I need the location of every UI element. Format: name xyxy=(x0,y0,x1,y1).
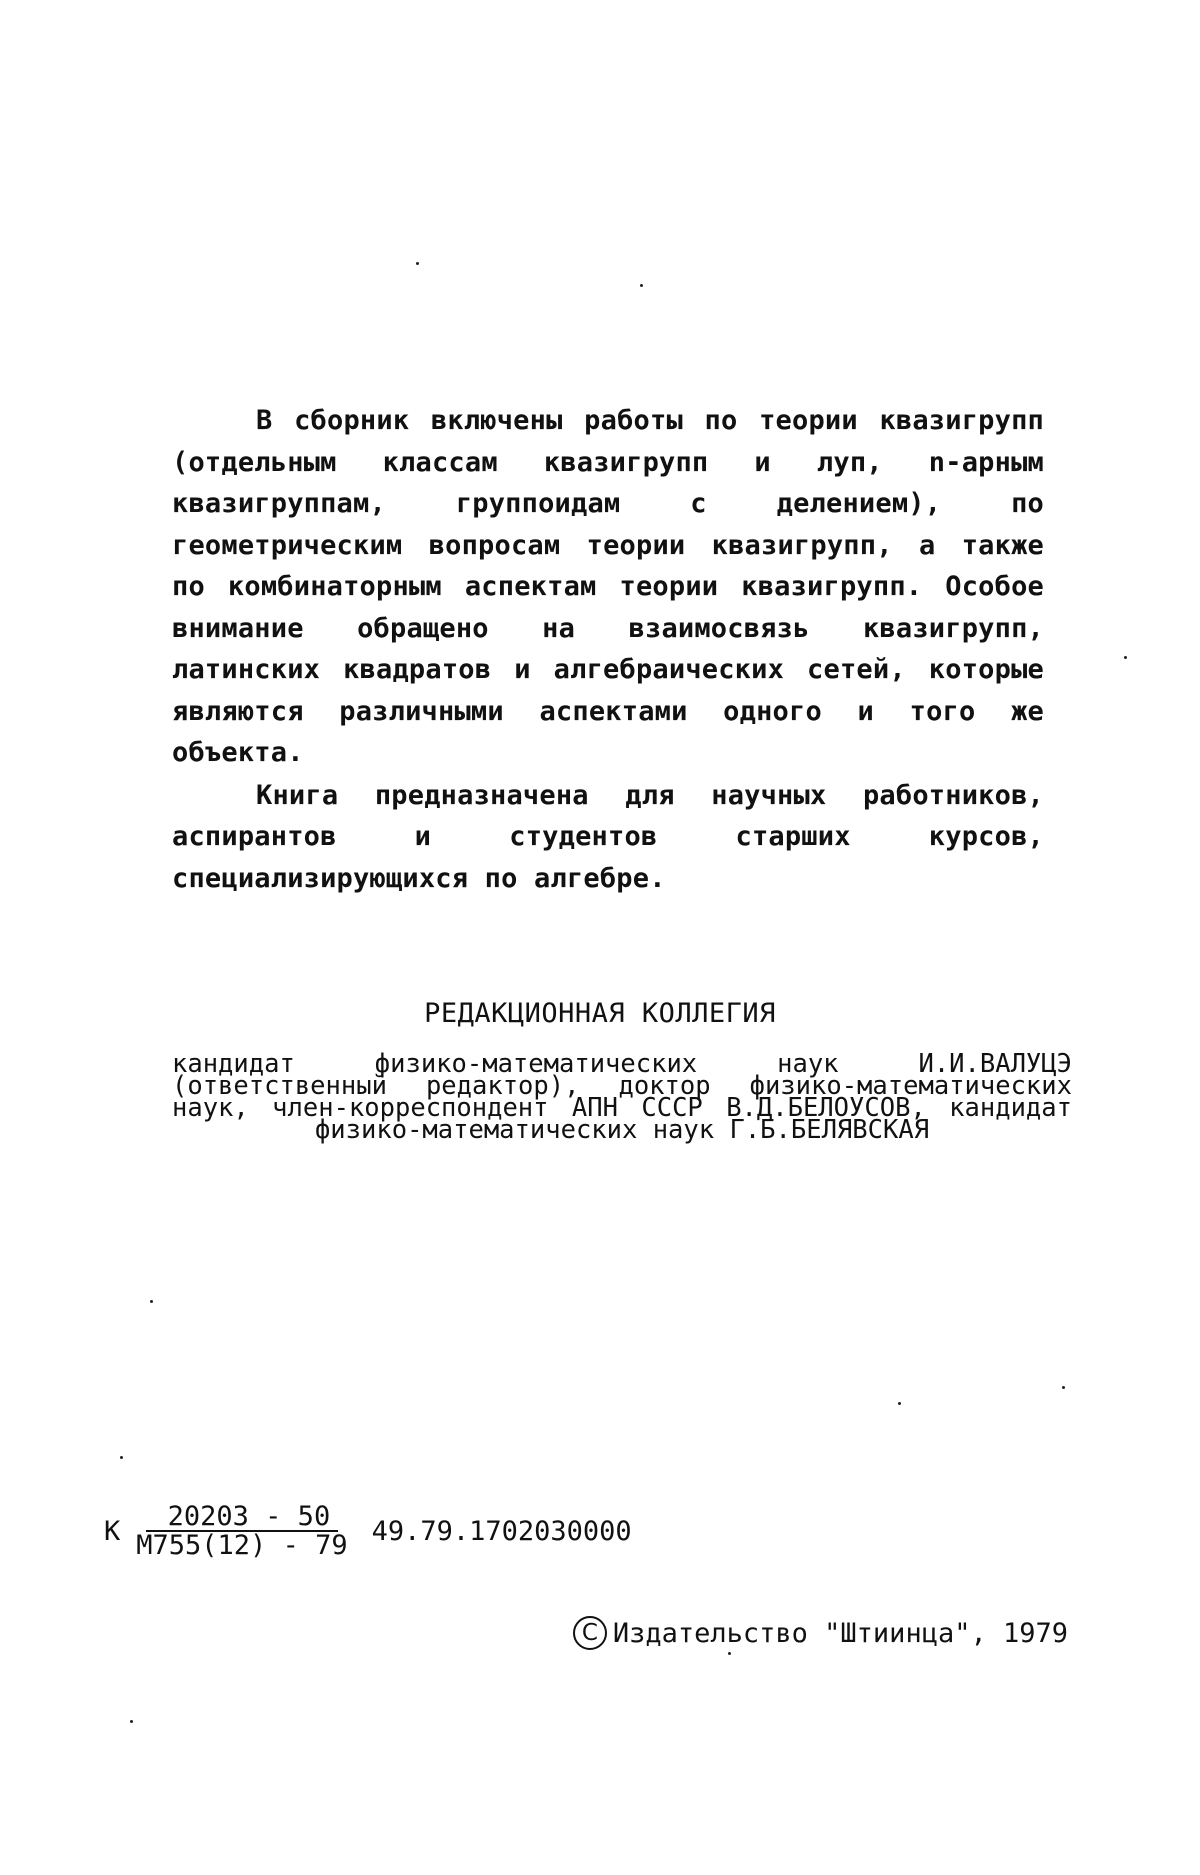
abstract-paragraph: Книга предназначена для научных работников, аспирантов и студентов старших курсов, специализирующихся по алгебре. xyxy=(172,779,1044,894)
scan-speck xyxy=(120,1456,123,1459)
scan-speck xyxy=(898,1402,901,1405)
scan-speck xyxy=(1062,1386,1065,1389)
editorial-board-title: РЕДАКЦИОННАЯ КОЛЛЕГИЯ xyxy=(424,998,776,1029)
scan-speck xyxy=(640,284,643,287)
copyright-icon: С xyxy=(573,1616,607,1650)
copyright-notice xyxy=(573,1616,1068,1650)
catalog-code xyxy=(104,1496,632,1566)
catalog-code-prefix: К xyxy=(104,1515,121,1547)
catalog-code-fraction xyxy=(134,1503,349,1559)
abstract-paragraph: В сборник включены работы по теории квазигрупп (отдельным классам квазигрупп и луп, n-арным квазигруппам, группоидам с делением), по геометрическим вопросам теории квазигрупп, а также по комбинаторным аспектам теории квазигрупп. Особое внимание обращено на взаимосвязь квазигрупп, латинских квадратов и алгебраических сетей, которые являются различными аспектами одного и того же объекта. xyxy=(172,405,1044,768)
abstract xyxy=(172,400,1044,900)
scan-speck xyxy=(416,262,419,265)
editorial-board-members: кандидат физико-математических наук И.И.ВАЛУЦЭ (ответственный редактор), доктор физико-математических наук, член-корреспондент АПН СССР В.Д.БЕЛОУСОВ, кандидат физико-математических наук Г.Б.БЕЛЯВСКАЯ xyxy=(172,1049,1072,1145)
catalog-code-index: 49.79.1702030000 xyxy=(371,1515,632,1547)
scan-speck xyxy=(728,1652,731,1655)
scan-speck xyxy=(130,1720,133,1723)
catalog-code-denominator: М755(12) - 79 xyxy=(136,1530,348,1561)
copyright-text: Издательство "Штиинца", 1979 xyxy=(612,1617,1068,1649)
scan-speck xyxy=(150,1300,153,1303)
catalog-code-numerator: 20203 - 50 xyxy=(146,1503,339,1532)
scan-speck xyxy=(1124,656,1127,659)
